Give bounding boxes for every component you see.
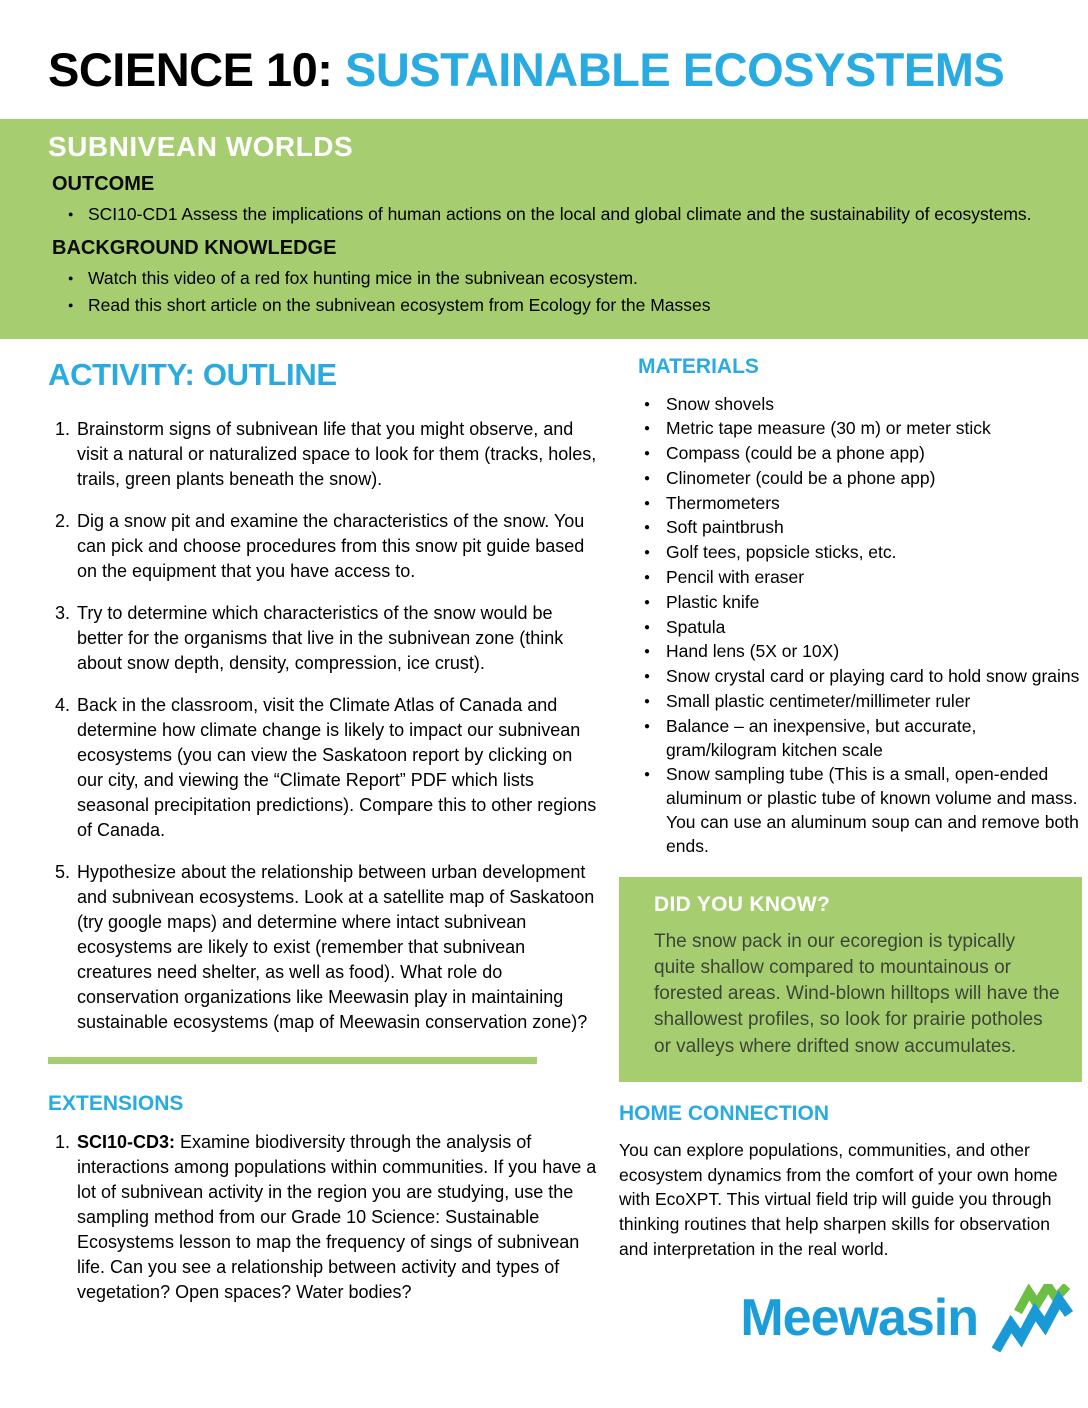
header-box bbox=[0, 119, 1088, 339]
materials-item: ● Compass (could be a phone app) bbox=[666, 442, 1088, 466]
outcome-heading: OUTCOME bbox=[52, 173, 155, 195]
extensions-heading: EXTENSIONS bbox=[48, 1091, 184, 1115]
activity-section bbox=[48, 355, 600, 1352]
materials-item: ● Pencil with eraser bbox=[666, 566, 1088, 590]
extensions-list bbox=[48, 1130, 600, 1305]
header-box-title: SUBNIVEAN WORLDS bbox=[48, 131, 354, 162]
materials-item: ● Thermometers bbox=[666, 492, 1088, 516]
meewasin-logo bbox=[638, 1284, 1080, 1352]
materials-item: ● Soft paintbrush bbox=[666, 516, 1088, 540]
materials-heading: MATERIALS bbox=[638, 354, 759, 378]
materials-item: ● Balance – an inexpensive, but accurate, gram/kilogram kitchen scale bbox=[666, 715, 1088, 763]
background-item: ● Read this short article on the subnivean ecosystem from Ecology for the Masses bbox=[88, 293, 1048, 318]
extension-item-code: SCI10-CD3: bbox=[77, 1131, 176, 1152]
home-connection-section bbox=[619, 1102, 1079, 1262]
materials-item: ● Snow crystal card or playing card to hold snow grains bbox=[666, 665, 1088, 689]
page-title-blue: SUSTAINABLE ECOSYSTEMS bbox=[344, 43, 1005, 96]
materials-item: ● Snow sampling tube (This is a small, open-ended aluminum or plastic tube of known volume and mass. You can use an aluminum soup can and remove both ends. bbox=[666, 763, 1088, 858]
background-knowledge-list bbox=[48, 266, 1048, 318]
materials-list bbox=[638, 393, 1088, 859]
activity-item: 1. Brainstorm signs of subnivean life that you might observe, and visit a natural or naturalized space to look for them (tracks, holes, trails, green plants beneath the snow). bbox=[75, 417, 600, 492]
home-connection-text: You can explore populations, communities, and other ecosystem dynamics from the comfort of your own home with EcoXPT. This virtual field trip will guide you through thinking routines that help sharpen skills for observation and interpretation in the real world. bbox=[619, 1139, 1058, 1260]
meewasin-logo-mark-icon bbox=[988, 1284, 1080, 1352]
outcome-list bbox=[48, 202, 1048, 227]
content-columns bbox=[0, 339, 1088, 1352]
background-item: ● Watch this video of a red fox hunting mice in the subnivean ecosystem. bbox=[88, 266, 1048, 291]
extension-item bbox=[75, 1130, 600, 1305]
materials-item: ● Metric tape measure (30 m) or meter stick bbox=[666, 417, 1088, 441]
extension-item-text: Examine biodiversity through the analysis of interactions among populations within communities. If you have a lot of subnivean activity in the region you are studying, use the sampling method from our Grade 10 Science: Sustainable Ecosystems lesson to map the frequency of sings of subnivean life. Can you see a relationship between activity and types of vegetation? Open spaces? Water bodies? bbox=[77, 1131, 597, 1302]
section-divider bbox=[48, 1057, 537, 1064]
materials-item: ● Spatula bbox=[666, 616, 1088, 640]
activity-item: 3. Try to determine which characteristics of the snow would be better for the organisms that live in the subnivean zone (think about snow depth, density, compression, ice crust). bbox=[75, 601, 600, 676]
materials-section bbox=[638, 355, 1088, 859]
materials-item: ● Clinometer (could be a phone app) bbox=[666, 467, 1088, 491]
page-title bbox=[0, 0, 1088, 97]
materials-item: ● Snow shovels bbox=[666, 393, 1088, 417]
materials-item: ● Plastic knife bbox=[666, 591, 1088, 615]
did-you-know-text: The snow pack in our ecoregion is typically quite shallow compared to mountainous or forested areas. Wind-blown hilltops will have the shallowest profiles, so look for prairie potholes or valleys where drifted snow accumulates. bbox=[654, 930, 1060, 1057]
outcome-item: ● SCI10-CD1 Assess the implications of human actions on the local and global climate and the sustainability of ecosystems. bbox=[88, 202, 1048, 227]
extensions-section bbox=[48, 1092, 600, 1305]
background-knowledge-heading: BACKGROUND KNOWLEDGE bbox=[52, 236, 337, 259]
right-column bbox=[619, 354, 1088, 1352]
materials-item: ● Hand lens (5X or 10X) bbox=[666, 640, 1088, 664]
activity-heading: ACTIVITY: OUTLINE bbox=[48, 356, 337, 392]
page-title-black: SCIENCE 10: bbox=[48, 43, 345, 96]
home-connection-heading: HOME CONNECTION bbox=[619, 1101, 829, 1125]
meewasin-logo-text: Meewasin bbox=[740, 1288, 978, 1347]
materials-item: ● Small plastic centimeter/millimeter ruler bbox=[666, 690, 1088, 714]
activity-list bbox=[48, 417, 600, 1035]
activity-item: 4. Back in the classroom, visit the Climate Atlas of Canada and determine how climate change is likely to impact our subnivean ecosystems (you can view the Saskatoon report by clicking on our city, and viewing the “Climate Report” PDF which lists seasonal precipitation predictions). Compare this to other regions of Canada. bbox=[75, 693, 600, 843]
activity-item: 5. Hypothesize about the relationship between urban development and subnivean ecosystems. Look at a satellite map of Saskatoon (try google maps) and determine where intact subnivean ecosystems are likely to exist (remember that subnivean creatures need shelter, as well as food). What role do conservation organizations like Meewasin play in maintaining sustainable ecosystems (map of Meewasin conservation zone)? bbox=[75, 860, 600, 1035]
materials-item: ● Golf tees, popsicle sticks, etc. bbox=[666, 541, 1088, 565]
did-you-know-box bbox=[619, 877, 1082, 1082]
activity-item: 2. Dig a snow pit and examine the characteristics of the snow. You can pick and choose procedures from this snow pit guide based on the equipment that you have access to. bbox=[75, 509, 600, 584]
did-you-know-heading: DID YOU KNOW? bbox=[654, 892, 831, 916]
